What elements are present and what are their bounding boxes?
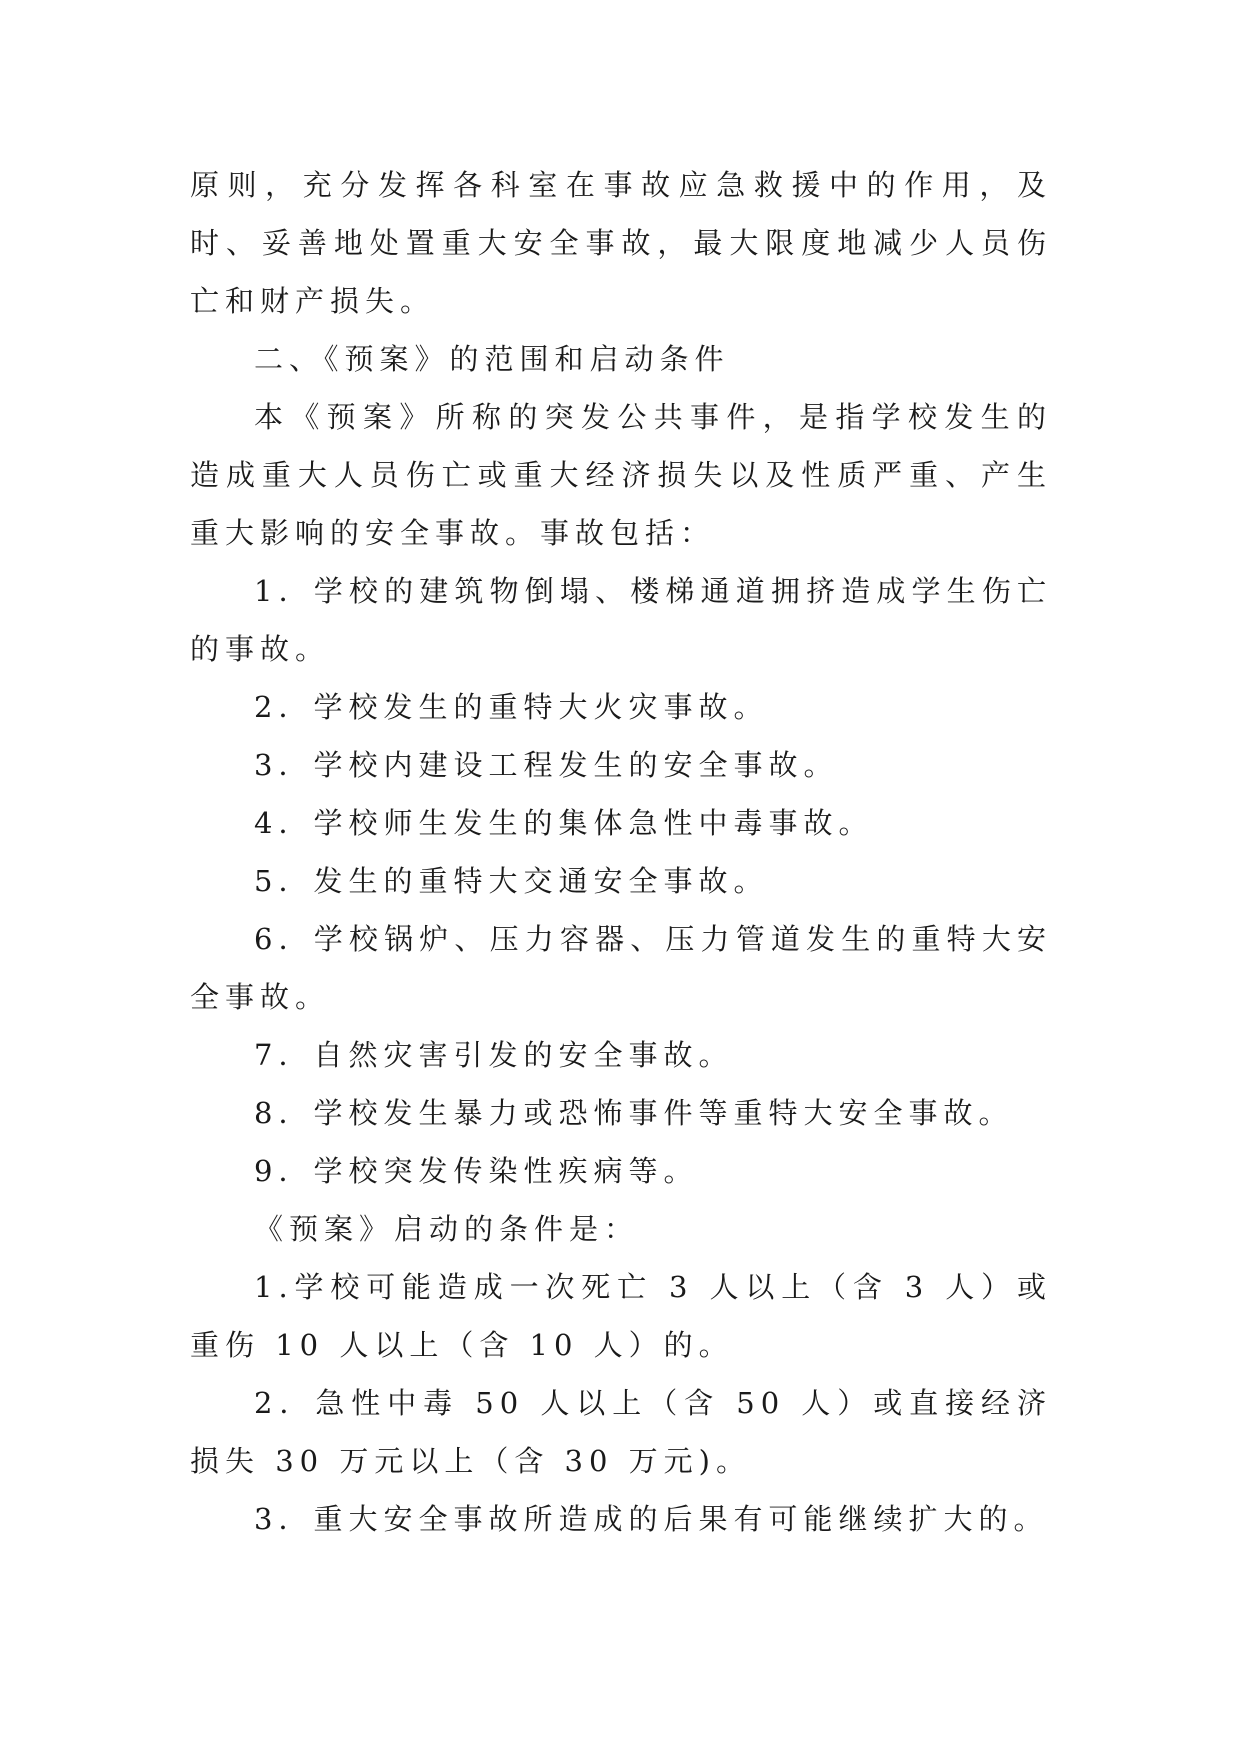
paragraph-start-conditions: 《预案》启动的条件是：	[254, 1212, 640, 1246]
list-item-accident-4: 4．学校师生发生的集体急性中毒事故。	[254, 806, 874, 840]
list-item-accident-6: 6．学校锅炉、压力容器、压力管道发生的重特大安全事故。	[190, 922, 1052, 1014]
paragraph-definition: 本《预案》所称的突发公共事件，是指学校发生的造成重大人员伤亡或重大经济损失以及性质严重、产生重大影响的安全事故。事故包括：	[190, 400, 1052, 550]
list-item-accident-7: 7．自然灾害引发的安全事故。	[254, 1038, 734, 1072]
list-item-condition-3: 3．重大安全事故所造成的后果有可能继续扩大的。	[254, 1502, 1049, 1536]
list-item-accident-1: 1．学校的建筑物倒塌、楼梯通道拥挤造成学生伤亡的事故。	[190, 574, 1052, 666]
list-item-condition-1: 1.学校可能造成一次死亡 3 人以上（含 3 人）或重伤 10 人以上（含 10 人）的。	[190, 1270, 1052, 1362]
paragraph-principle: 原则，充分发挥各科室在事故应急救援中的作用，及时、妥善地处置重大安全事故，最大限度地减少人员伤亡和财产损失。	[190, 168, 1052, 318]
list-item-condition-2: 2．急性中毒 50 人以上（含 50 人）或直接经济损失 30 万元以上（含 30 万元)。	[190, 1386, 1052, 1478]
section-heading-scope: 二、《预案》的范围和启动条件	[254, 342, 730, 376]
list-item-accident-8: 8．学校发生暴力或恐怖事件等重特大安全事故。	[254, 1096, 1014, 1130]
list-item-accident-2: 2．学校发生的重特大火灾事故。	[254, 690, 769, 724]
list-item-accident-3: 3．学校内建设工程发生的安全事故。	[254, 748, 839, 782]
document-body	[190, 156, 1052, 1548]
list-item-accident-5: 5．发生的重特大交通安全事故。	[254, 864, 769, 898]
list-item-accident-9: 9．学校突发传染性疾病等。	[254, 1154, 699, 1188]
